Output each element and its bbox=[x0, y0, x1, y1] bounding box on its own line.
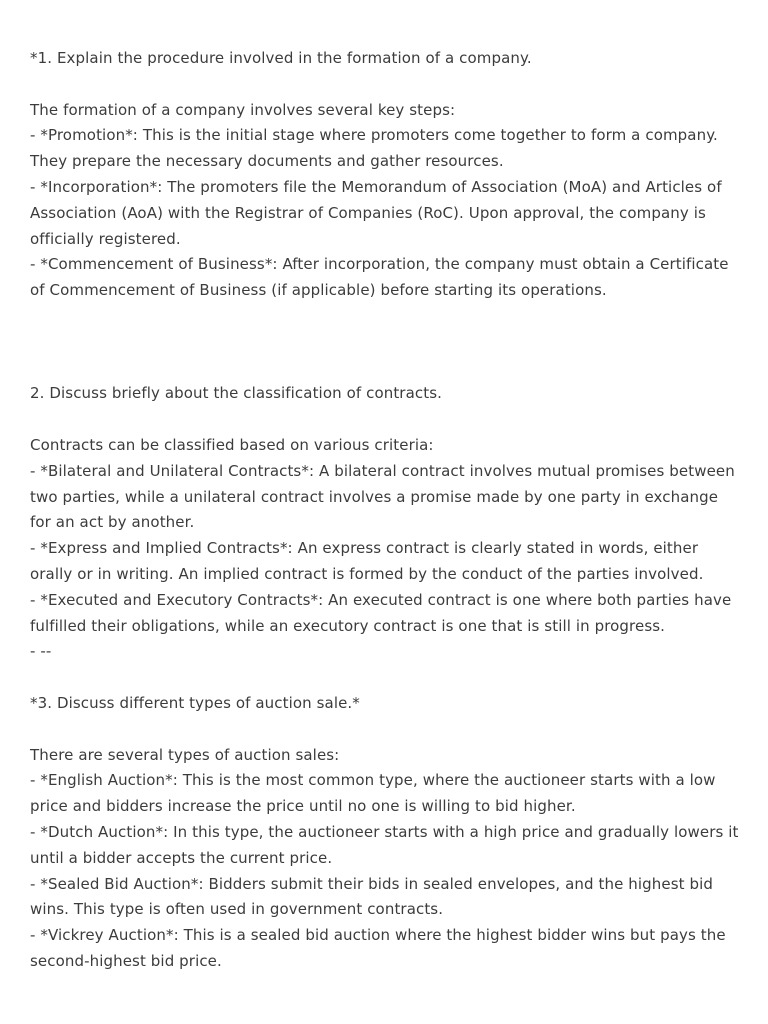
list-item: - *Promotion*: This is the initial stage where promoters come together to form a company. They prepare the necessary documents and gather resources. bbox=[30, 126, 723, 171]
section-2 bbox=[30, 381, 742, 665]
question-2: 2. Discuss briefly about the classification of contracts. bbox=[30, 384, 442, 403]
list-item: - *Executed and Executory Contracts*: An executed contract is one where both parties have fulfilled their obligations, while an executory contract is one that is still in progress. bbox=[30, 590, 737, 635]
intro-text: The formation of a company involves several key steps: bbox=[30, 100, 456, 119]
document-body bbox=[30, 46, 742, 975]
spacer bbox=[30, 407, 742, 433]
list-item: - *Sealed Bid Auction*: Bidders submit their bids in sealed envelopes, and the highest bid wins. This type is often used in government contracts. bbox=[30, 874, 718, 919]
section-3 bbox=[30, 691, 742, 975]
section-1 bbox=[30, 46, 742, 304]
spacer bbox=[30, 665, 742, 691]
intro-text: There are several types of auction sales: bbox=[30, 745, 340, 764]
list-item: - *Commencement of Business*: After incorporation, the company must obtain a Certificate of Commencement of Business (if applicable) before starting its operations. bbox=[30, 255, 734, 300]
list-item: - *Bilateral and Unilateral Contracts*: A bilateral contract involves mutual promises between two parties, while a unilateral contract involves a promise made by one party in exchange for an act by another. bbox=[30, 461, 740, 532]
question-1: *1. Explain the procedure involved in the formation of a company. bbox=[30, 49, 532, 67]
question-3: *3. Discuss different types of auction sale.* bbox=[30, 693, 360, 712]
section-gap bbox=[30, 304, 742, 381]
list-item: - *Express and Implied Contracts*: An express contract is clearly stated in words, either orally or in writing. An implied contract is formed by the conduct of the parties involved. bbox=[30, 539, 704, 583]
spacer bbox=[30, 72, 742, 98]
list-item: - *Dutch Auction*: In this type, the auctioneer starts with a high price and gradually lowers it until a bidder accepts the current price. bbox=[30, 822, 744, 867]
list-item: - *Vickrey Auction*: This is a sealed bid auction where the highest bidder wins but pays the second-highest bid price. bbox=[30, 926, 731, 970]
separator: - -- bbox=[30, 642, 52, 661]
list-item: - *English Auction*: This is the most common type, where the auctioneer starts with a low price and bidders increase the price until no one is willing to bid higher. bbox=[30, 771, 721, 816]
list-item: - *Incorporation*: The promoters file the Memorandum of Association (MoA) and Articles of Association (AoA) with the Registrar of Companies (RoC). Upon approval, the company is officially registered. bbox=[30, 177, 727, 248]
spacer bbox=[30, 717, 742, 743]
intro-text: Contracts can be classified based on various criteria: bbox=[30, 435, 434, 454]
